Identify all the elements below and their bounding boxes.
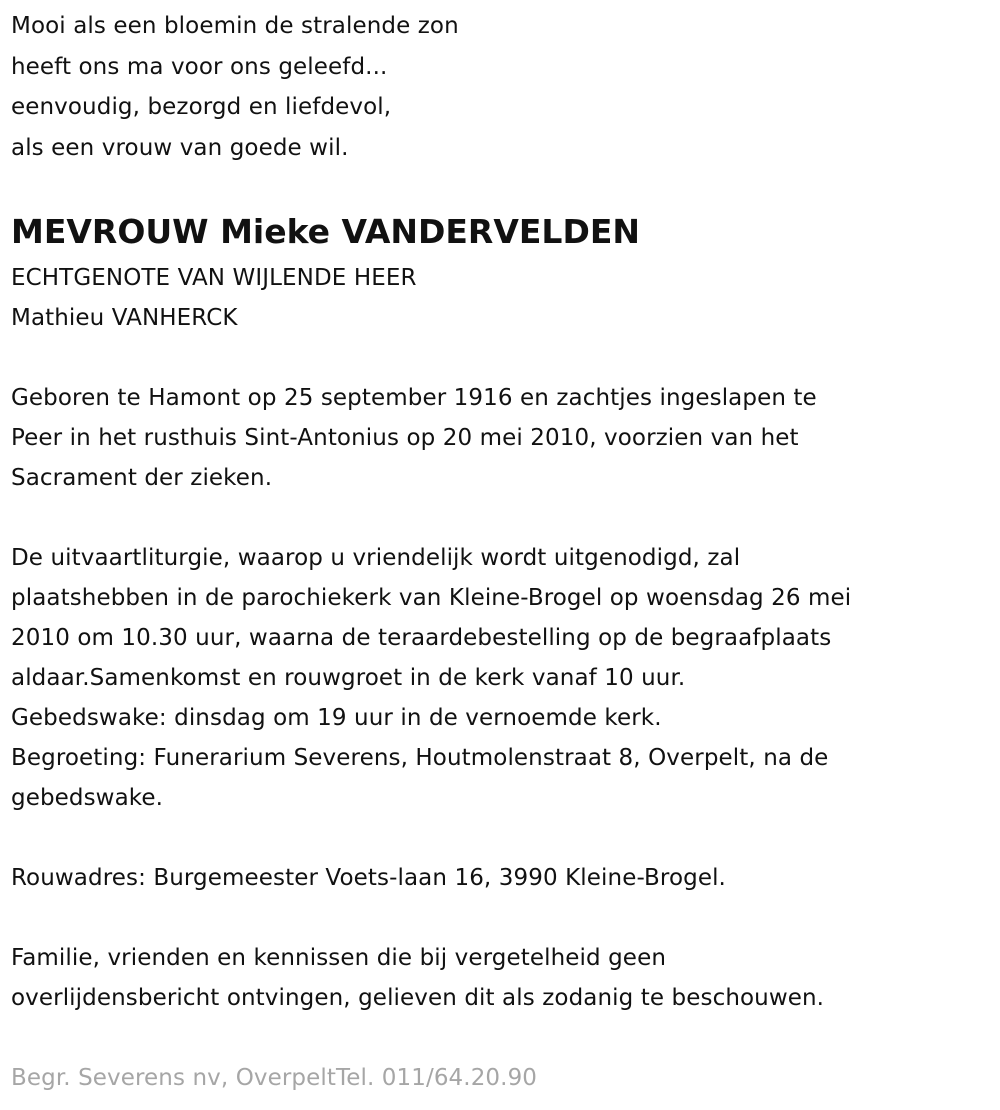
poem — [11, 6, 1000, 168]
text-line: overlijdensbericht ontvingen, gelieven dit als zodanig te beschouwen. — [11, 985, 825, 1011]
poem-line: Mooi als een bloemin de stralende zon — [11, 13, 459, 39]
text-line: gebedswake. — [11, 785, 164, 811]
text-line: Sacrament der zieken. — [11, 465, 273, 491]
poem-line: heeft ons ma voor ons geleefd... — [11, 53, 388, 80]
text-line: Gebedswake: dinsdag om 19 uur in de vernoemde kerk. — [11, 705, 662, 731]
text-line: Peer in het rusthuis Sint-Antonius op 20 mei 2010, voorzien van het — [11, 425, 799, 451]
poem-line: als een vrouw van goede wil. — [11, 134, 349, 161]
text-line: De uitvaartliturgie, waarop u vriendelijk wordt uitgenodigd, zal — [11, 545, 741, 571]
text-line: Familie, vrienden en kennissen die bij vergetelheid geen — [11, 945, 666, 971]
text-line: Begroeting: Funerarium Severens, Houtmolenstraat 8, Overpelt, na de — [11, 745, 829, 771]
address-paragraph — [11, 858, 1000, 898]
text-line: plaatshebben in de parochiekerk van Kleine-Brogel op woensdag 26 mei — [11, 585, 852, 611]
text-line: Rouwadres: Burgemeester Voets-laan 16, 3990 Kleine-Brogel. — [11, 865, 726, 891]
funeral-paragraph — [11, 538, 1000, 818]
funeral-home-footer: Begr. Severens nv, OverpeltTel. 011/64.20.90 — [11, 1065, 538, 1091]
spouse-info — [11, 258, 1000, 338]
deceased-name: MEVROUW Mieke VANDERVELDEN — [11, 212, 640, 251]
text-line: aldaar.Samenkomst en rouwgroet in de kerk vanaf 10 uur. — [11, 665, 686, 691]
subtitle-line: Mathieu VANHERCK — [11, 305, 238, 331]
subtitle-line: ECHTGENOTE VAN WIJLENDE HEER — [11, 265, 417, 291]
birth-death-paragraph — [11, 378, 1000, 498]
text-line: Geboren te Hamont op 25 september 1916 en zachtjes ingeslapen te — [11, 385, 817, 411]
family-paragraph — [11, 938, 1000, 1018]
poem-line: eenvoudig, bezorgd en liefdevol, — [11, 94, 392, 120]
text-line: 2010 om 10.30 uur, waarna de teraardebestelling op de begraafplaats — [11, 625, 832, 651]
